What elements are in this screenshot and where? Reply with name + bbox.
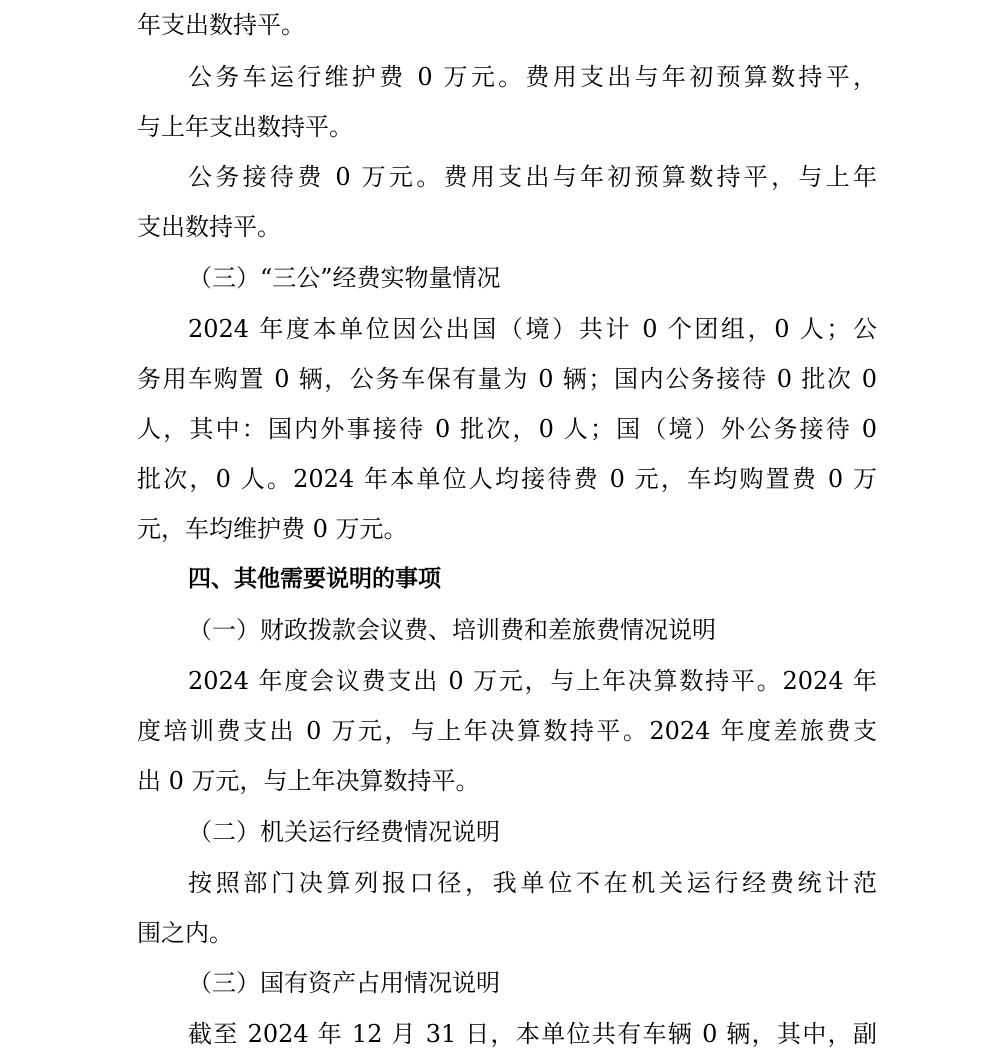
paragraph-line: 批次，0 人。2024 年本单位人均接待费 0 元，车均购置费 0 万: [137, 465, 877, 493]
paragraph-line: 人，其中：国内外事接待 0 批次，0 人；国（境）外公务接待 0: [137, 415, 877, 443]
paragraph-line: 年支出数持平。: [137, 11, 305, 39]
paragraph-line: 公务车运行维护费 0 万元。费用支出与年初预算数持平，: [188, 63, 877, 91]
paragraph-line: 度培训费支出 0 万元，与上年决算数持平。2024 年度差旅费支: [137, 717, 877, 745]
section-subheading: （三）“三公”经费实物量情况: [188, 264, 501, 292]
paragraph-line: 与上年支出数持平。: [137, 113, 353, 141]
section-subheading: （三）国有资产占用情况说明: [188, 969, 500, 997]
paragraph-line: 截至 2024 年 12 月 31 日，本单位共有车辆 0 辆，其中，副: [188, 1020, 877, 1048]
paragraph-line: 围之内。: [137, 919, 233, 947]
paragraph-line: 务用车购置 0 辆，公务车保有量为 0 辆；国内公务接待 0 批次 0: [137, 365, 877, 393]
section-subheading: （二）机关运行经费情况说明: [188, 818, 500, 846]
paragraph-line: 2024 年度会议费支出 0 万元，与上年决算数持平。2024 年: [188, 667, 877, 695]
paragraph-line: 支出数持平。: [137, 213, 281, 241]
paragraph-line: 按照部门决算列报口径，我单位不在机关运行经费统计范: [188, 869, 877, 897]
paragraph-line: 元，车均维护费 0 万元。: [137, 515, 408, 543]
paragraph-line: 2024 年度本单位因公出国（境）共计 0 个团组，0 人；公: [188, 315, 877, 343]
section-heading: 四、其他需要说明的事项: [188, 566, 441, 592]
section-subheading: （一）财政拨款会议费、培训费和差旅费情况说明: [188, 616, 716, 644]
paragraph-line: 出 0 万元，与上年决算数持平。: [137, 767, 480, 795]
paragraph-line: 公务接待费 0 万元。费用支出与年初预算数持平，与上年: [188, 163, 877, 191]
